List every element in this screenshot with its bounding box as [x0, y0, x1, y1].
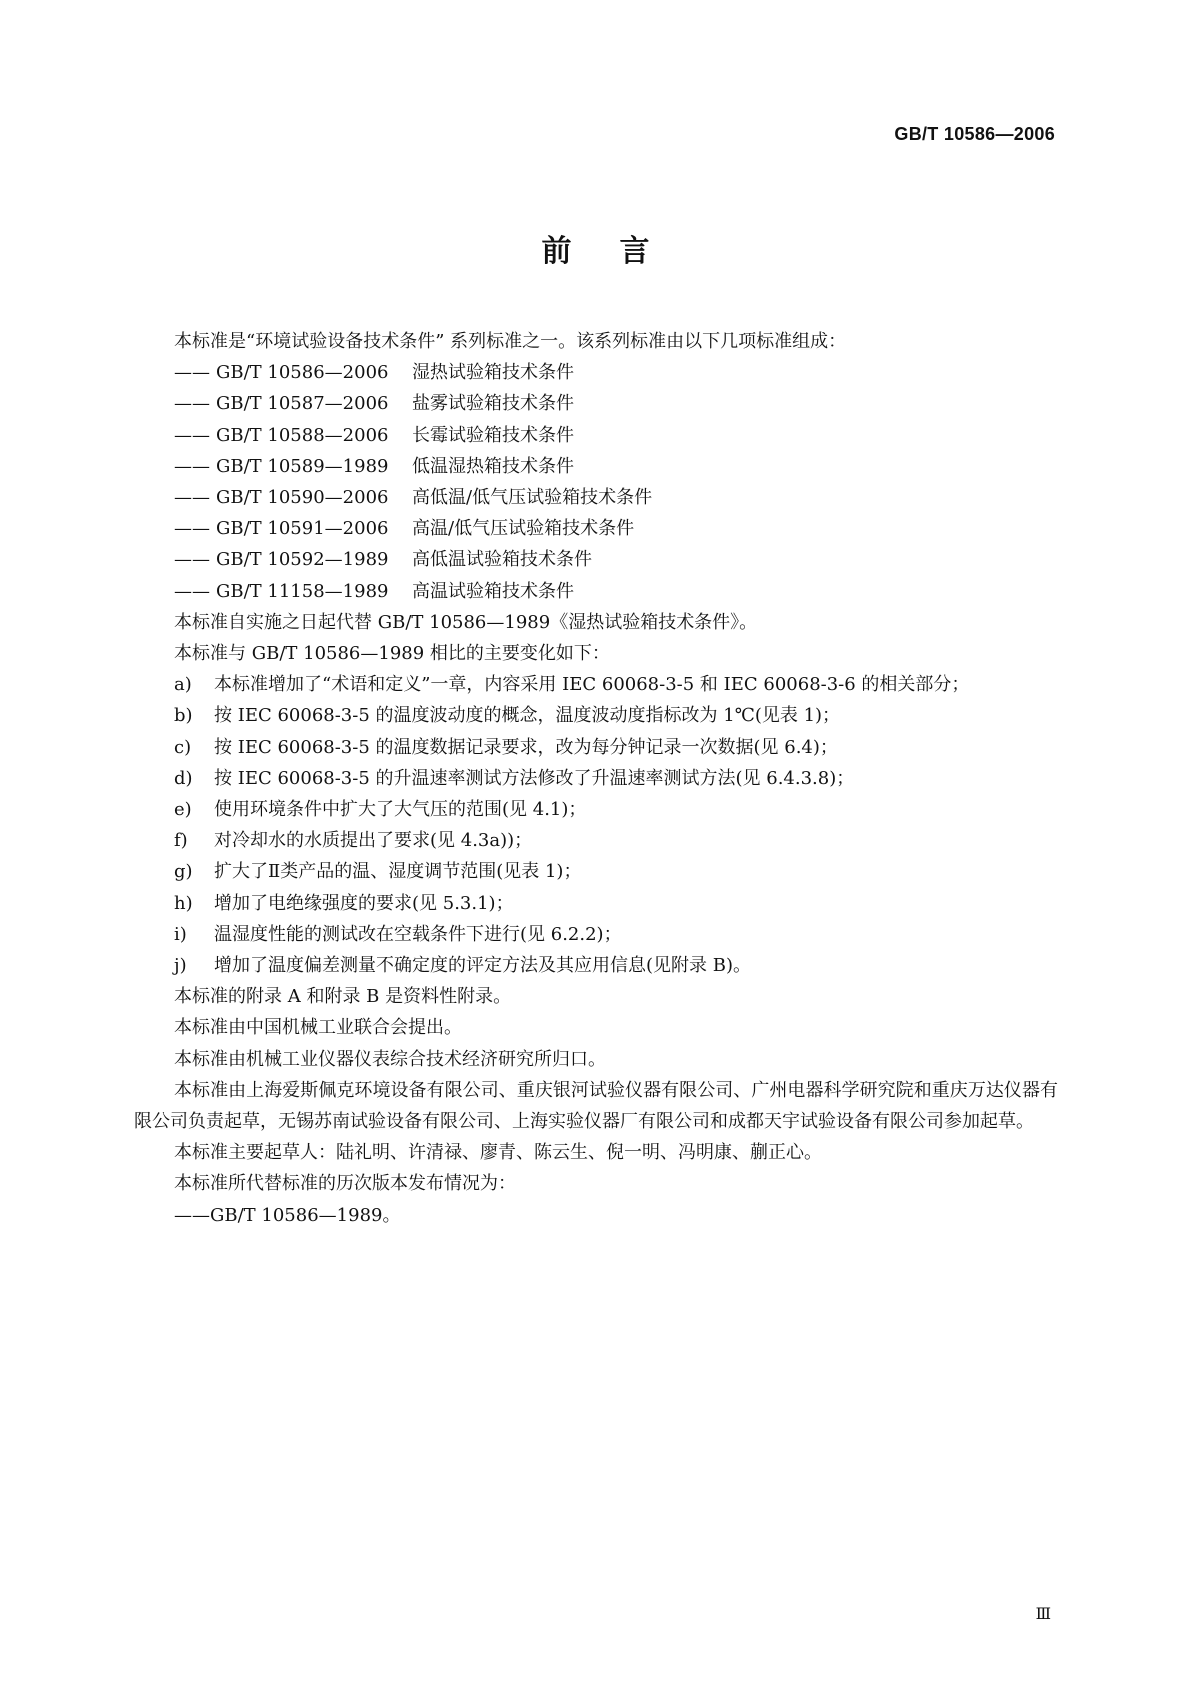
- standard-code: GB/T 10590—2006: [216, 487, 389, 509]
- list-item: [134, 669, 1058, 700]
- list-item: [134, 825, 1058, 856]
- item-text: 增加了温度偏差测量不确定度的评定方法及其应用信息(见附录 B)。: [214, 955, 751, 977]
- standard-name: 低温湿热箱技术条件: [412, 455, 574, 477]
- item-label: a): [174, 674, 192, 696]
- intro-paragraph: 本标准是“环境试验设备技术条件” 系列标准之一。该系列标准由以下几项标准组成：: [174, 331, 847, 352]
- list-item: —— GB/T 10588—2006 长霉试验箱技术条件: [134, 420, 1058, 451]
- main-drafters: 本标准主要起草人：陆礼明、许清禄、廖青、陈云生、倪一明、冯明康、蒯正心。: [174, 1142, 822, 1164]
- list-item: —— GB/T 10586—2006 湿热试验箱技术条件: [134, 357, 1058, 388]
- standard-code: GB/T 10591—2006: [216, 518, 389, 540]
- managed-by: 本标准由机械工业仪器仪表综合技术经济研究所归口。: [174, 1048, 606, 1070]
- standard-name: 高温试验箱技术条件: [412, 580, 574, 602]
- item-text: 扩大了Ⅱ类产品的温、湿度调节范围(见表 1)；: [214, 861, 582, 883]
- item-text: 使用环境条件中扩大了大气压的范围(见 4.1)；: [214, 799, 587, 821]
- list-item: —— GB/T 10591—2006 高温/低气压试验箱技术条件: [134, 513, 1058, 544]
- standard-code: GB/T 11158—1989: [216, 580, 389, 602]
- list-item: [134, 919, 1058, 950]
- item-label: i): [174, 923, 187, 945]
- standard-name: 长霉试验箱技术条件: [412, 424, 574, 446]
- list-item: [134, 950, 1058, 981]
- page-number: Ⅲ: [1035, 1604, 1051, 1623]
- page-title: 前言: [541, 234, 698, 269]
- standard-name: 高温/低气压试验箱技术条件: [412, 518, 635, 540]
- changes-intro: 本标准与 GB/T 10586—1989 相比的主要变化如下：: [174, 643, 610, 665]
- document-body: [134, 326, 1058, 1231]
- standard-code: GB/T 10587—2006: [216, 393, 389, 415]
- standard-code-header: GB/T 10586—2006: [894, 124, 1055, 144]
- item-text: 按 IEC 60068-3-5 的温度数据记录要求，改为每分钟记录一次数据(见 6.4)；: [214, 736, 838, 758]
- history-item: ——GB/T 10586—1989。: [174, 1204, 401, 1226]
- item-text: 按 IEC 60068-3-5 的温度波动度的概念，温度波动度指标改为 1℃(见表 1)；: [214, 705, 841, 727]
- standard-name: 湿热试验箱技术条件: [412, 362, 574, 384]
- item-label: h): [174, 892, 193, 914]
- item-text: 按 IEC 60068-3-5 的升温速率测试方法修改了升温速率测试方法(见 6.4.3.8)；: [214, 767, 855, 789]
- list-item: —— GB/T 11158—1989 高温试验箱技术条件: [134, 576, 1058, 607]
- list-item: —— GB/T 10587—2006 盐雾试验箱技术条件: [134, 388, 1058, 419]
- list-item: —— GB/T 10592—1989 高低温试验箱技术条件: [134, 544, 1058, 575]
- list-item: [134, 700, 1058, 731]
- standards-list: [134, 357, 1058, 607]
- drafters-org: 本标准由上海爱斯佩克环境设备有限公司、重庆银河试验仪器有限公司、广州电器科学研究院和重庆万达仪器有限公司负责起草，无锡苏南试验设备有限公司、上海实验仪器厂有限公司和成都天宇试验设备有限公司参加起草。: [134, 1079, 1058, 1133]
- list-item: [134, 888, 1058, 919]
- standard-code: GB/T 10589—1989: [216, 455, 389, 477]
- item-label: j): [174, 955, 187, 977]
- list-item: [134, 856, 1058, 887]
- list-item: [134, 732, 1058, 763]
- item-label: d): [174, 767, 193, 789]
- item-text: 对冷却水的水质提出了要求(见 4.3a))；: [214, 830, 533, 852]
- item-label: c): [174, 736, 192, 758]
- replace-note: 本标准自实施之日起代替 GB/T 10586—1989《湿热试验箱技术条件》。: [174, 611, 758, 633]
- list-item: —— GB/T 10590—2006 高低温/低气压试验箱技术条件: [134, 482, 1058, 513]
- history-intro: 本标准所代替标准的历次版本发布情况为：: [174, 1173, 516, 1195]
- list-item: [134, 794, 1058, 825]
- item-text: 本标准增加了“术语和定义”一章，内容采用 IEC 60068-3-5 和 IEC 60068-3-6 的相关部分；: [214, 674, 970, 696]
- standard-name: 盐雾试验箱技术条件: [412, 393, 574, 415]
- standard-code: GB/T 10588—2006: [216, 424, 389, 446]
- item-label: b): [174, 705, 193, 727]
- standard-code: GB/T 10586—2006: [216, 362, 389, 384]
- item-label: g): [174, 861, 193, 883]
- item-text: 温湿度性能的测试改在空载条件下进行(见 6.2.2)；: [214, 923, 622, 945]
- proposed-by: 本标准由中国机械工业联合会提出。: [174, 1017, 462, 1039]
- changes-list: [134, 669, 1058, 981]
- standard-name: 高低温/低气压试验箱技术条件: [412, 487, 653, 509]
- list-item: —— GB/T 10589—1989 低温湿热箱技术条件: [134, 451, 1058, 482]
- item-text: 增加了电绝缘强度的要求(见 5.3.1)；: [214, 892, 514, 914]
- item-label: f): [174, 830, 188, 852]
- standard-name: 高低温试验箱技术条件: [412, 549, 592, 571]
- item-label: e): [174, 799, 192, 821]
- list-item: [134, 763, 1058, 794]
- standard-code: GB/T 10592—1989: [216, 549, 389, 571]
- appendix-note: 本标准的附录 A 和附录 B 是资料性附录。: [174, 986, 512, 1008]
